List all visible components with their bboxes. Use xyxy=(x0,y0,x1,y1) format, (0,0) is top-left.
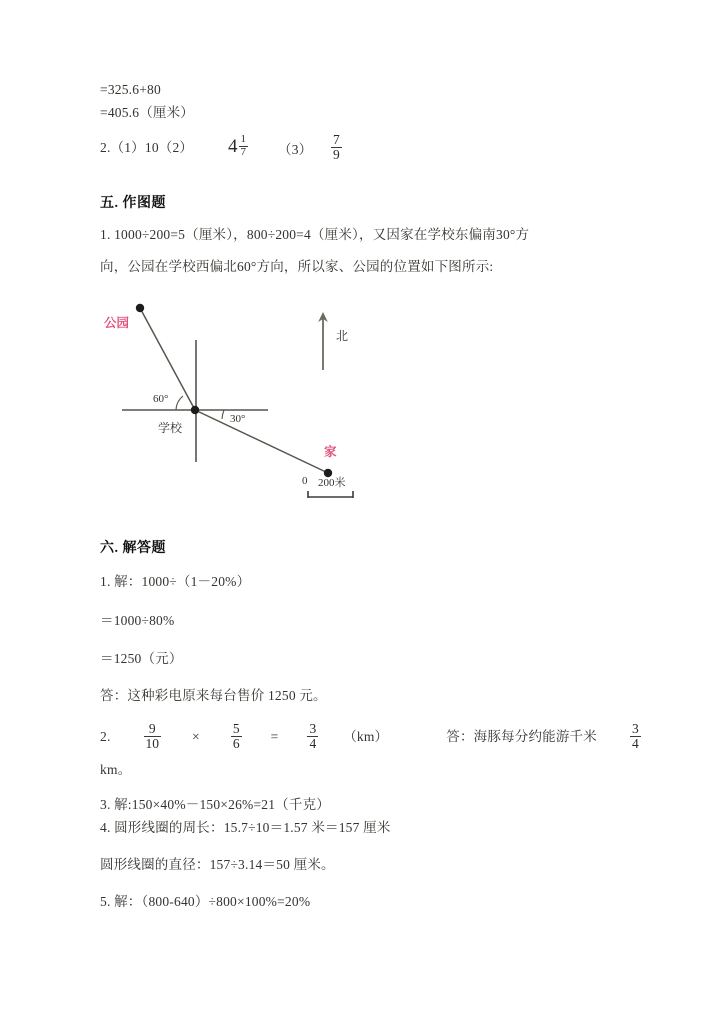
q5-line: 5. 解：（800-640）÷800×100%=20% xyxy=(100,894,311,909)
q2-f3-num: 3 xyxy=(309,721,317,736)
fraction-numerator: 7 xyxy=(333,132,340,147)
q4-line-2: 圆形线圈的直径：157÷3.14＝50 厘米。 xyxy=(100,857,335,872)
q2-f1-num: 9 xyxy=(148,721,156,736)
section-five-body-line-2: 向，公园在学校西偏北60°方向，所以家、公园的位置如下图所示: xyxy=(100,259,494,274)
answer-item2-part3-label: （3） xyxy=(278,142,313,157)
direction-diagram xyxy=(96,288,396,513)
school-label: 学校 xyxy=(158,421,183,435)
angle-arc-60 xyxy=(176,396,183,410)
q2-fraction-2 xyxy=(231,722,242,751)
answer-line-325: =325.6+80 xyxy=(100,82,161,97)
q1-line-3: ＝1250（元） xyxy=(100,651,183,666)
q2-fraction-4 xyxy=(630,722,641,751)
q4-line-1: 4. 圆形线圈的周长：15.7÷10＝1.57 米＝157 厘米 xyxy=(100,820,391,835)
fraction-7-9 xyxy=(330,134,343,163)
angle-label-30: 30° xyxy=(230,413,246,425)
q2-f2-den: 6 xyxy=(232,736,240,752)
q2-f2-num: 5 xyxy=(232,721,240,736)
park-label: 公园 xyxy=(104,316,130,330)
q1-answer-line: 答：这种彩电原来每台售价 1250 元。 xyxy=(100,688,327,703)
q2-tail-km: km。 xyxy=(100,762,132,777)
home-label: 家 xyxy=(324,445,337,459)
q2-fraction-1 xyxy=(144,722,162,751)
angle-label-60: 60° xyxy=(153,393,169,405)
scale-zero-label: 0 xyxy=(302,475,308,487)
section-five-body-line-1: 1. 1000÷200=5（厘米），800÷200=4（厘米），又因家在学校东偏南30°方 xyxy=(100,227,530,242)
mixed-denominator: 7 xyxy=(240,145,246,158)
q2-fraction-3 xyxy=(307,722,318,751)
mixed-numerator: 1 xyxy=(240,133,246,145)
q2-equation-row xyxy=(100,723,642,752)
ray-to-home xyxy=(195,410,328,473)
section-heading-five: 五. 作图题 xyxy=(100,196,166,211)
scale-value-label: 200米 xyxy=(318,477,346,489)
q2-index: 2. xyxy=(100,729,111,745)
mixed-number-4-1-7 xyxy=(228,134,249,158)
q2-equals: = xyxy=(270,729,279,745)
q2-f1-den: 10 xyxy=(145,736,160,752)
q2-f4-num: 3 xyxy=(631,721,639,736)
q2-f4-den: 4 xyxy=(631,736,639,752)
q2-f3-den: 4 xyxy=(309,736,317,752)
answer-item2-prefix: 2.（1）10（2） xyxy=(100,140,194,155)
q1-line-1: 1. 解：1000÷（1－20%） xyxy=(100,574,251,589)
section-heading-six: 六. 解答题 xyxy=(100,541,166,556)
north-label: 北 xyxy=(336,329,349,343)
fraction-denominator: 9 xyxy=(333,147,340,163)
answer-line-405: =405.6（厘米） xyxy=(100,105,194,120)
q2-answer-text: 答：海豚每分约能游千米 xyxy=(446,729,597,745)
school-point xyxy=(191,406,199,414)
q3-line: 3. 解:150×40%－150×26%=21（千克） xyxy=(100,797,330,812)
mixed-whole: 4 xyxy=(228,135,238,157)
q2-operator-multiply: × xyxy=(192,729,200,745)
q2-unit: （km） xyxy=(343,729,389,745)
q1-line-2: ＝1000÷80% xyxy=(100,613,175,628)
diagram-svg xyxy=(96,288,396,513)
park-point xyxy=(136,304,144,312)
angle-arc-30 xyxy=(222,410,224,419)
